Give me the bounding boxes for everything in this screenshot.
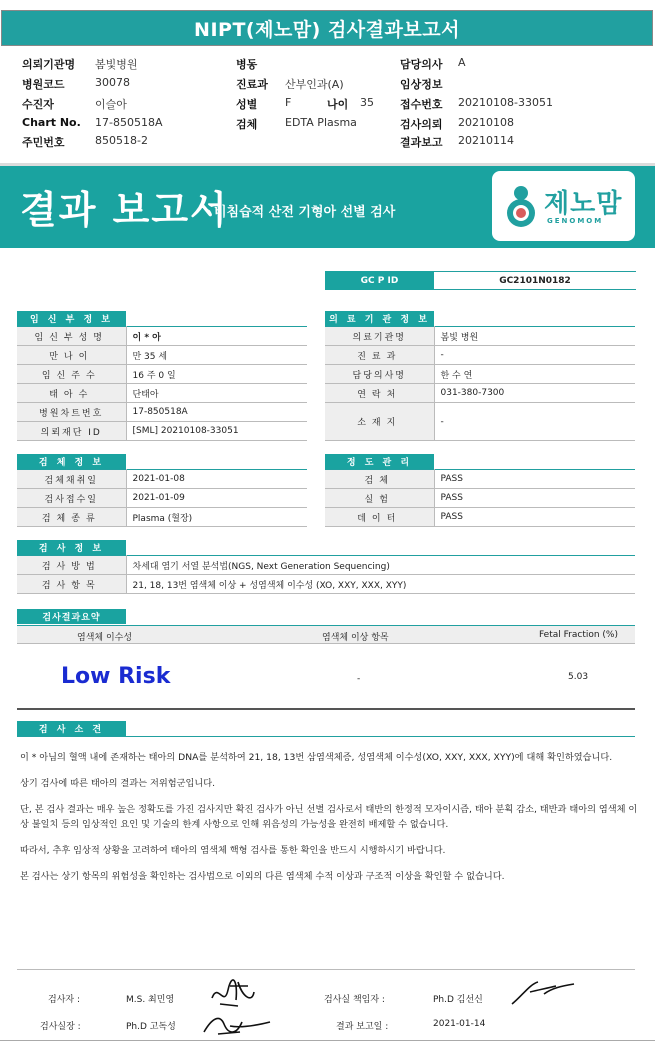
row-key: 임신부성명	[17, 327, 126, 346]
row-value: 이 * 아	[126, 327, 307, 346]
header-label: 검체	[236, 118, 258, 131]
row-key: 검체	[325, 470, 434, 489]
row-value: 21, 18, 13번 염색체 이상 + 성염색체 이수성 (XO, XXY, XXX, XYY)	[126, 575, 635, 594]
row-value: 031-380-7300	[434, 384, 635, 403]
row-value: PASS	[434, 470, 635, 489]
row-key: 검사방법	[17, 556, 126, 575]
tester-signature	[208, 978, 258, 1012]
row-value: [SML] 20210108-33051	[126, 422, 307, 441]
table-row	[17, 365, 307, 384]
header-value: 20210108	[458, 116, 514, 129]
row-key: 검체채취일	[17, 470, 126, 489]
row-key: 검사접수일	[17, 489, 126, 508]
table-row	[325, 346, 635, 365]
row-key: 태아수	[17, 384, 126, 403]
row-value: PASS	[434, 489, 635, 508]
row-key: 연락처	[325, 384, 434, 403]
banner-subtitle: 비침습적 산전 기형아 선별 검사	[214, 205, 396, 220]
header-value: 20210114	[458, 134, 514, 147]
findings-divider	[17, 736, 635, 737]
table-row	[17, 403, 307, 422]
summary-result-row	[17, 644, 635, 710]
row-value: 17-850518A	[126, 403, 307, 422]
header-label: 나이	[327, 98, 349, 111]
report-date-label: 결과 보고일 :	[336, 1022, 389, 1032]
summary-col-aneuploidy: 염색체 이수성	[77, 633, 133, 643]
abnormal-items-value: -	[357, 674, 361, 684]
table-row	[325, 489, 635, 508]
header-label: 접수번호	[400, 98, 443, 111]
director-name: Ph.D 김선신	[433, 995, 483, 1005]
table-row	[17, 327, 307, 346]
director-label: 검사실 책임자 :	[324, 995, 385, 1005]
title-band	[1, 10, 653, 46]
table-row	[17, 508, 307, 527]
qc-section-head: 정 도 관 리	[325, 454, 434, 469]
chief-label: 검사실장 :	[40, 1022, 81, 1032]
row-key: 담당의사명	[325, 365, 434, 384]
header-label: 결과보고	[400, 136, 443, 149]
header-label: Chart No.	[22, 116, 81, 129]
row-key: 임신주수	[17, 365, 126, 384]
row-value: 2021-01-09	[126, 489, 307, 508]
header-value: 850518-2	[95, 134, 148, 147]
header-label: 성별	[236, 98, 258, 111]
row-value: Plasma (혈장)	[126, 508, 307, 527]
header-value: 20210108-33051	[458, 96, 553, 109]
table-row	[17, 346, 307, 365]
institution-table	[325, 326, 635, 441]
tester-name: M.S. 최민영	[126, 995, 175, 1005]
summary-col-items: 염색체 이상 항목	[322, 633, 389, 643]
patient-section-head: 임 신 부 정 보	[17, 311, 126, 326]
row-key: 검체종류	[17, 508, 126, 527]
findings-paragraph: 이 * 아님의 혈액 내에 존재하는 태아의 DNA를 분석하여 21, 18, 13번 삼염색체증, 성염색체 이수성(XO, XXY, XXX, XYY)에 대해 확인하였습니다.	[20, 752, 613, 763]
logo-text: 제노맘	[544, 189, 623, 219]
header-label: 주민번호	[22, 136, 65, 149]
summary-header-row	[17, 625, 635, 644]
header-value: A	[458, 56, 466, 69]
header-label: 병동	[236, 58, 258, 71]
row-value: 2021-01-08	[126, 470, 307, 489]
header-value: F	[285, 96, 292, 109]
header-value: EDTA Plasma	[285, 116, 357, 129]
page-bottom-line	[0, 1040, 655, 1041]
header-label: 검사의뢰	[400, 118, 443, 131]
row-value: 차세대 염기 서열 분석법(NGS, Next Generation Sequencing)	[126, 556, 635, 575]
table-row	[17, 384, 307, 403]
row-value: PASS	[434, 508, 635, 527]
row-key: 검사항목	[17, 575, 126, 594]
gcpid-row	[325, 271, 636, 290]
header-value: 35	[360, 96, 374, 109]
director-signature	[508, 978, 578, 1008]
header-value: 이슬아	[95, 98, 127, 111]
header-label: 의뢰기관명	[22, 58, 76, 71]
genomom-logo	[492, 171, 635, 241]
tester-label: 검사자 :	[48, 995, 80, 1005]
specimen-section-head: 검 체 정 보	[17, 454, 126, 469]
header-value: 17-850518A	[95, 116, 163, 129]
summary-section-head: 검사결과요약	[17, 609, 126, 624]
header-label: 병원코드	[22, 78, 65, 91]
header-label: 임상정보	[400, 78, 443, 91]
chief-signature	[200, 1010, 274, 1038]
findings-paragraph: 상기 검사에 따른 태아의 결과는 저위험군입니다.	[20, 778, 216, 789]
findings-paragraph: 따라서, 추후 임상적 상황을 고려하여 태아의 염색체 핵형 검사를 통한 확인을 반드시 시행하시기 바랍니다.	[20, 845, 446, 856]
findings-section-head: 검 사 소 견	[17, 721, 126, 736]
institution-section-head: 의 료 기 관 정 보	[325, 311, 434, 326]
logo-mark-icon	[504, 184, 538, 228]
row-value: 봄빛 병원	[434, 327, 635, 346]
row-key: 진료과	[325, 346, 434, 365]
test-section-head: 검 사 정 보	[17, 540, 126, 555]
table-row	[325, 403, 635, 441]
row-key: 데이터	[325, 508, 434, 527]
header-value: 산부인과(A)	[285, 78, 344, 91]
findings-body	[20, 750, 640, 895]
banner	[0, 163, 655, 248]
header-label: 수진자	[22, 98, 54, 111]
patient-table	[17, 326, 307, 441]
row-value: 단태아	[126, 384, 307, 403]
header-label: 담당의사	[400, 58, 443, 71]
row-key: 소재지	[325, 403, 434, 441]
summary-col-ff: Fetal Fraction (%)	[539, 630, 618, 640]
risk-result: Low Risk	[61, 664, 171, 689]
row-key: 의뢰재단 ID	[17, 422, 126, 441]
table-row	[325, 508, 635, 527]
table-row	[17, 575, 635, 594]
table-row	[325, 365, 635, 384]
row-value: -	[434, 346, 635, 365]
row-value: -	[434, 403, 635, 441]
row-key: 병원차트번호	[17, 403, 126, 422]
row-key: 의료기관명	[325, 327, 434, 346]
qc-table	[325, 469, 635, 527]
logo-subtext: GENOMOM	[547, 217, 604, 225]
fetal-fraction-value: 5.03	[568, 672, 589, 682]
row-value: 만 35 세	[126, 346, 307, 365]
report-date: 2021-01-14	[433, 1019, 486, 1029]
specimen-table	[17, 469, 307, 527]
table-row	[325, 384, 635, 403]
gcpid-value: GC2101N0182	[434, 271, 636, 290]
row-key: 만나이	[17, 346, 126, 365]
findings-paragraph: 단, 본 검사 결과는 매우 높은 정확도를 가진 검사지만 확진 검사가 아닌 선별 검사로서 태반의 한정적 모자이시즘, 태아 분획 감소, 태반과 태아의 염색체 이상 불일치 등의 임상적인 요인 및 기술의 한계 사항으로 인해 위음성의 가능성을 완전히 배제할 수 없습니다.	[20, 804, 638, 830]
header-value: 봄빛병원	[95, 58, 138, 71]
header-info	[22, 56, 642, 154]
header-label: 진료과	[236, 78, 268, 91]
table-row	[325, 327, 635, 346]
signature-divider	[17, 969, 635, 970]
banner-title: 결과 보고서	[20, 188, 229, 232]
row-value: 한 수 연	[434, 365, 635, 384]
gcpid-label: GC P ID	[325, 271, 434, 290]
table-row	[17, 470, 307, 489]
report-title: NIPT(제노맘) 검사결과보고서	[194, 18, 460, 41]
table-row	[17, 489, 307, 508]
table-row	[325, 470, 635, 489]
table-row	[17, 422, 307, 441]
row-key: 실험	[325, 489, 434, 508]
table-row	[17, 556, 635, 575]
row-value: 16 주 0 일	[126, 365, 307, 384]
title-bar	[0, 0, 655, 46]
test-table	[17, 555, 635, 594]
chief-name: Ph.D 고독성	[126, 1022, 176, 1032]
header-value: 30078	[95, 76, 130, 89]
findings-paragraph: 본 검사는 상기 항목의 위험성을 확인하는 검사법으로 이외의 다른 염색체 수적 이상과 구조적 이상을 확인할 수 없습니다.	[20, 871, 505, 882]
